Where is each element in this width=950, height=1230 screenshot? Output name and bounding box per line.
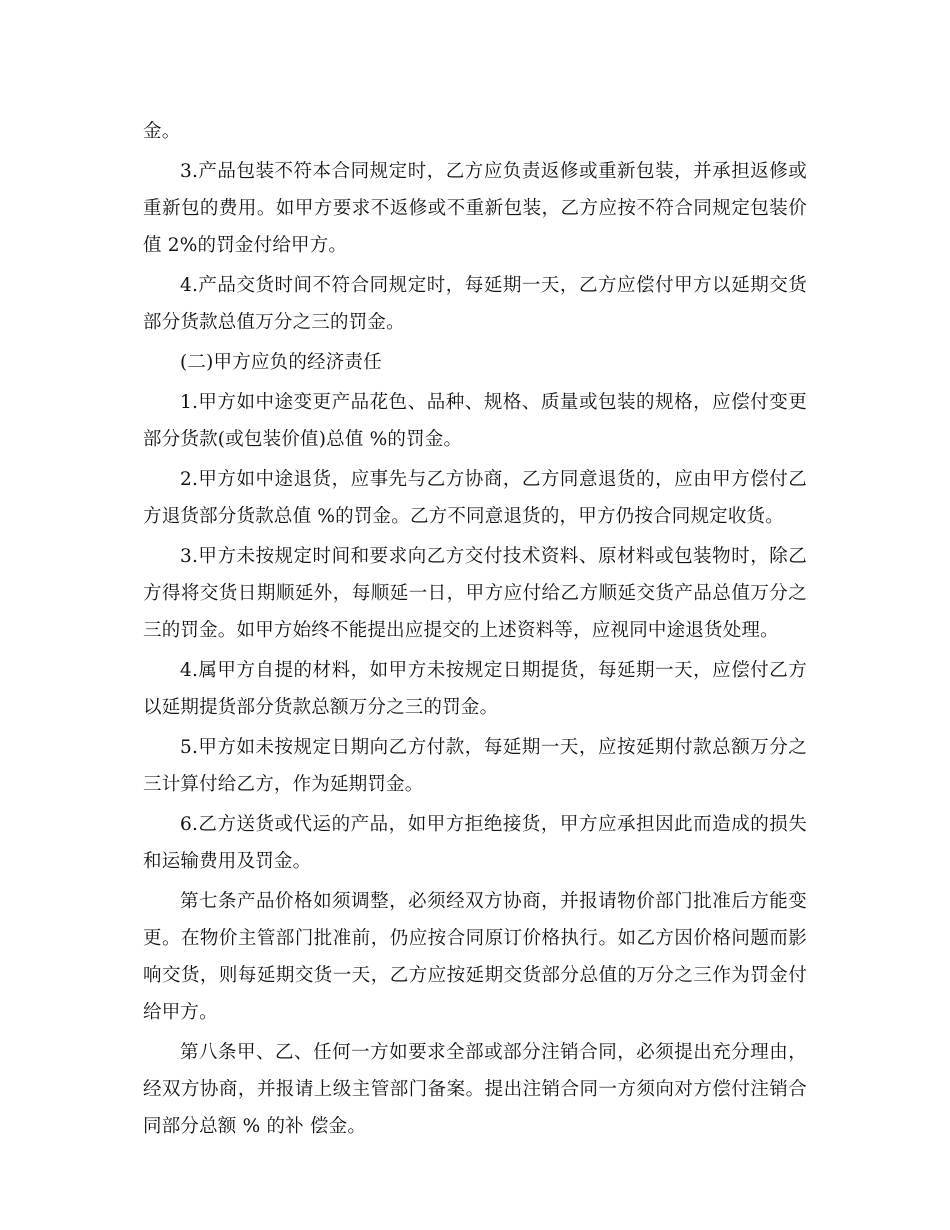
paragraph-article-8: 第八条甲、乙、任何一方如要求全部或部分注销合同，必须提出充分理由，经双方协商，并报请上级主管部门备案。提出注销合同一方须向对方偿付注销合同部分总额 % 的补 偿金。: [143, 1042, 807, 1137]
section-heading-party-a: (二)甲方应负的经济责任: [180, 352, 382, 373]
paragraph-party-a-2: 2.甲方如中途退货，应事先与乙方协商，乙方同意退货的，应由甲方偿付乙方退货部分货款总值 %的罚金。乙方不同意退货的，甲方仍按合同规定收货。: [143, 469, 807, 527]
paragraph-article-7: 第七条产品价格如须调整，必须经双方协商，并报请物价部门批准后方能变更。在物价主管部门批准前，仍应按合同原订价格执行。如乙方因价格问题而影响交货，则每延期交货一天，乙方应按延期交货部分总值的万分之三作为罚金付给甲方。: [143, 891, 807, 1023]
paragraph-party-a-1: 1.甲方如中途变更产品花色、品种、规格、质量或包装的规格，应偿付变更部分货款(或包装价值)总值 %的罚金。: [143, 392, 807, 450]
paragraph-party-a-6: 6.乙方送货或代运的产品，如甲方拒绝接货，甲方应承担因此而造成的损失和运输费用及罚金。: [143, 814, 807, 872]
document-body: [143, 113, 807, 1148]
paragraph-party-a-3: 3.甲方未按规定时间和要求向乙方交付技术资料、原材料或包装物时，除乙方得将交货日期顺延外，每顺延一日，甲方应付给乙方顺延交货产品总值万分之三的罚金。如甲方始终不能提出应提交的上述资料等，应视同中途退货处理。: [143, 546, 807, 641]
paragraph-clause-3-packaging: 3.产品包装不符本合同规定时，乙方应负责返修或重新包装，并承担返修或重新包的费用。如甲方要求不返修或不重新包装，乙方应按不符合同规定包装价值 2%的罚金付给甲方。: [143, 161, 807, 256]
paragraph-party-a-5: 5.甲方如未按规定日期向乙方付款，每延期一天，应按延期付款总额万分之三计算付给乙方，作为延期罚金。: [143, 737, 807, 795]
paragraph-continuation: 金。: [143, 121, 181, 142]
paragraph-clause-4-delivery: 4.产品交货时间不符合同规定时，每延期一天，乙方应偿付甲方以延期交货部分货款总值万分之三的罚金。: [143, 275, 807, 333]
paragraph-party-a-4: 4.属甲方自提的材料，如甲方未按规定日期提货，每延期一天，应偿付乙方以延期提货部分货款总额万分之三的罚金。: [143, 660, 807, 718]
